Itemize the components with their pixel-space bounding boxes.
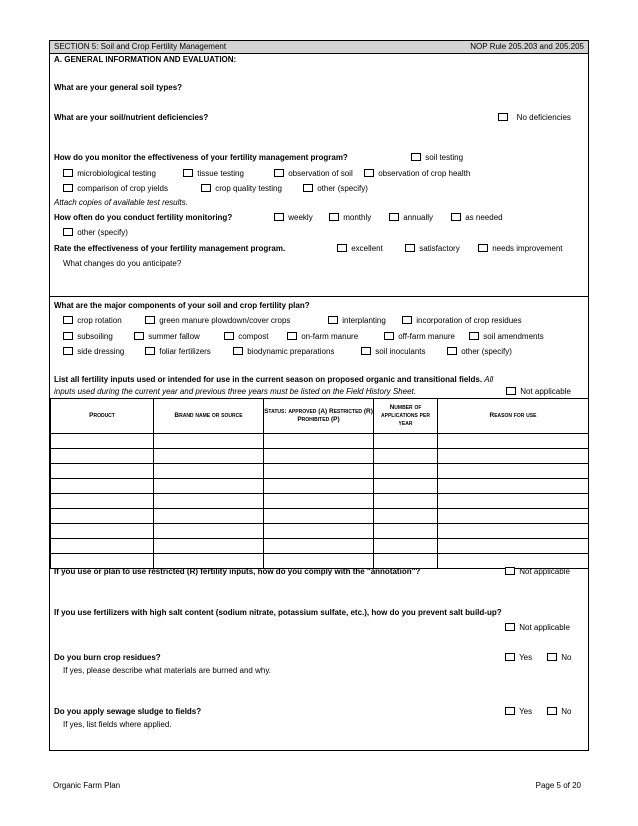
checkbox[interactable] <box>63 169 73 177</box>
checkbox[interactable] <box>384 332 394 340</box>
footer-page-number: Page 5 of 20 <box>535 781 581 790</box>
rate-option-satisfactory[interactable]: satisfactory <box>405 244 460 254</box>
table-cell[interactable] <box>154 539 264 554</box>
checkbox[interactable] <box>63 347 73 355</box>
checkbox[interactable] <box>337 244 347 252</box>
question-sludge: Do you apply sewage sludge to fields? <box>54 707 202 716</box>
table-cell[interactable] <box>154 494 264 509</box>
table-cell[interactable] <box>51 539 154 554</box>
table-cell[interactable] <box>374 434 438 449</box>
question-salt: If you use fertilizers with high salt content (sodium nitrate, potassium sulfate, etc.), how do you prevent salt build-up? <box>54 608 502 617</box>
frequency-option-annually[interactable]: annually <box>389 213 433 223</box>
checkbox[interactable] <box>505 653 515 661</box>
table-row <box>51 494 589 509</box>
table-cell[interactable] <box>374 539 438 554</box>
component-compost[interactable]: compost <box>224 332 268 342</box>
table-row <box>51 449 589 464</box>
monitor-option-crop-quality[interactable]: crop quality testing <box>201 184 282 194</box>
table-cell[interactable] <box>374 464 438 479</box>
question-burn: Do you burn crop residues? <box>54 653 161 662</box>
table-cell[interactable] <box>264 434 374 449</box>
monitor-option-tissue[interactable]: tissue testing <box>183 169 244 179</box>
monitor-option-microbiological[interactable]: microbiological testing <box>63 169 156 179</box>
table-cell[interactable] <box>51 479 154 494</box>
fertility-form <box>49 40 589 751</box>
question-deficiencies: What are your soil/nutrient deficiencies? <box>54 113 209 122</box>
table-row <box>51 539 589 554</box>
component-other[interactable]: other (specify) <box>447 347 512 357</box>
table-cell[interactable] <box>374 479 438 494</box>
table-cell[interactable] <box>264 449 374 464</box>
component-on-farm-manure[interactable]: on-farm manure <box>287 332 358 342</box>
component-subsoiling[interactable]: subsoiling <box>63 332 113 342</box>
checkbox[interactable] <box>145 316 155 324</box>
checkbox[interactable] <box>447 347 457 355</box>
table-row <box>51 509 589 524</box>
component-side-dressing[interactable]: side dressing <box>63 347 124 357</box>
attach-note: Attach copies of available test results. <box>54 198 188 207</box>
col-status: Status: approved (A) Restricted (R) Prohibited (P) <box>264 399 374 434</box>
table-cell[interactable] <box>264 494 374 509</box>
table-cell[interactable] <box>264 479 374 494</box>
burn-no[interactable]: No <box>547 653 571 663</box>
table-cell[interactable] <box>51 524 154 539</box>
col-product: Product <box>51 399 154 434</box>
checkbox[interactable] <box>224 332 234 340</box>
checkbox[interactable] <box>402 316 412 324</box>
question-changes: What changes do you anticipate? <box>63 259 182 268</box>
question-soil-types: What are your general soil types? <box>54 83 183 92</box>
table-cell[interactable] <box>264 524 374 539</box>
table-cell[interactable] <box>154 509 264 524</box>
table-cell[interactable] <box>374 494 438 509</box>
frequency-option-as-needed[interactable]: as needed <box>451 213 503 223</box>
question-components: What are the major components of your soil and crop fertility plan? <box>54 301 310 310</box>
component-soil-amendments[interactable]: soil amendments <box>469 332 544 342</box>
checkbox[interactable] <box>361 347 371 355</box>
checkbox[interactable] <box>63 228 73 236</box>
checkbox[interactable] <box>201 184 211 192</box>
table-cell[interactable] <box>154 479 264 494</box>
rate-option-excellent[interactable]: excellent <box>337 244 383 254</box>
checkbox[interactable] <box>303 184 313 192</box>
checkbox[interactable] <box>63 316 73 324</box>
table-cell[interactable] <box>51 509 154 524</box>
component-off-farm-manure[interactable]: off-farm manure <box>384 332 455 342</box>
table-cell[interactable] <box>264 509 374 524</box>
table-row <box>51 479 589 494</box>
checkbox[interactable] <box>274 169 284 177</box>
question-burn-sub: If yes, please describe what materials are burned and why. <box>63 666 271 675</box>
component-biodynamic[interactable]: biodynamic preparations <box>233 347 334 357</box>
question-monitor: How do you monitor the effectiveness of your fertility management program? <box>54 153 348 162</box>
checkbox[interactable] <box>505 567 515 575</box>
inputs-instruction-2: inputs used during the current year and previous three years must be listed on the Field History Sheet. <box>54 387 416 396</box>
table-header-row <box>51 399 589 434</box>
checkbox[interactable] <box>63 332 73 340</box>
checkbox[interactable] <box>547 707 557 715</box>
table-cell[interactable] <box>374 509 438 524</box>
table-row <box>51 464 589 479</box>
checkbox[interactable] <box>328 316 338 324</box>
checkbox[interactable] <box>274 213 284 221</box>
component-green-manure[interactable]: green manure plowdown/cover crops <box>145 316 290 326</box>
question-sludge-sub: If yes, list fields where applied. <box>63 720 172 729</box>
fertility-inputs-table <box>50 398 589 569</box>
rule-reference: NOP Rule 205.203 and 205.205 <box>470 42 584 51</box>
table-cell[interactable] <box>438 509 589 524</box>
component-soil-inoculants[interactable]: soil inoculants <box>361 347 425 357</box>
checkbox[interactable] <box>506 387 516 395</box>
checkbox[interactable] <box>389 213 399 221</box>
table-cell[interactable] <box>438 434 589 449</box>
table-cell[interactable] <box>154 524 264 539</box>
inputs-instruction: List all fertility inputs used or intended for use in the current season on proposed organic and transitional fields. All <box>54 375 494 384</box>
burn-yes[interactable]: Yes <box>505 653 532 663</box>
checkbox[interactable] <box>411 153 421 161</box>
salt-not-applicable[interactable]: Not applicable <box>505 623 570 633</box>
table-cell[interactable] <box>51 464 154 479</box>
table-cell[interactable] <box>438 494 589 509</box>
table-row <box>51 434 589 449</box>
checkbox[interactable] <box>233 347 243 355</box>
table-cell[interactable] <box>51 449 154 464</box>
rate-option-needs-improvement[interactable]: needs improvement <box>478 244 563 254</box>
checkbox[interactable] <box>145 347 155 355</box>
divider <box>50 296 588 297</box>
component-crop-rotation[interactable]: crop rotation <box>63 316 122 326</box>
monitor-option-other[interactable]: other (specify) <box>303 184 368 194</box>
footer-left: Organic Farm Plan <box>53 781 121 790</box>
component-interplanting[interactable]: interplanting <box>328 316 386 326</box>
table-row <box>51 524 589 539</box>
component-incorporation-residues[interactable]: incorporation of crop residues <box>402 316 522 326</box>
col-brand: Brand name or source <box>154 399 264 434</box>
checkbox[interactable] <box>469 332 479 340</box>
sludge-no[interactable]: No <box>547 707 571 717</box>
checkbox[interactable] <box>134 332 144 340</box>
question-rate: Rate the effectiveness of your fertility management program. <box>54 244 286 253</box>
component-summer-fallow[interactable]: summer fallow <box>134 332 200 342</box>
inputs-not-applicable[interactable]: Not applicable <box>506 387 571 397</box>
checkbox[interactable] <box>183 169 193 177</box>
monitor-option-soil-testing[interactable]: soil testing <box>411 153 463 163</box>
checkbox[interactable] <box>547 653 557 661</box>
component-foliar-fertilizers[interactable]: foliar fertilizers <box>145 347 211 357</box>
question-restricted: If you use or plan to use restricted (R) fertility inputs, how do you comply with the "annotation"? <box>54 567 421 576</box>
checkbox[interactable] <box>478 244 488 252</box>
table-cell[interactable] <box>51 494 154 509</box>
checkbox[interactable] <box>505 623 515 631</box>
checkbox[interactable] <box>364 169 374 177</box>
table-cell[interactable] <box>374 449 438 464</box>
monitor-option-observation-soil[interactable]: observation of soil <box>274 169 353 179</box>
checkbox[interactable] <box>63 184 73 192</box>
table-cell[interactable] <box>438 539 589 554</box>
frequency-option-weekly[interactable]: weekly <box>274 213 313 223</box>
col-applications: Number of applications per year <box>374 399 438 434</box>
monitor-option-observation-crop[interactable]: observation of crop health <box>364 169 470 179</box>
no-deficiencies-option[interactable]: No deficiencies <box>498 113 571 123</box>
checkbox[interactable] <box>329 213 339 221</box>
table-cell[interactable] <box>154 434 264 449</box>
section-a-title: A. GENERAL INFORMATION AND EVALUATION: <box>54 55 237 64</box>
checkbox[interactable] <box>287 332 297 340</box>
question-how-often: How often do you conduct fertility monitoring? <box>54 213 233 222</box>
section-title: SECTION 5: Soil and Crop Fertility Management <box>54 42 227 51</box>
checkbox[interactable] <box>498 113 508 121</box>
table-cell[interactable] <box>374 524 438 539</box>
table-cell[interactable] <box>438 464 589 479</box>
table-cell[interactable] <box>438 524 589 539</box>
table-cell[interactable] <box>438 449 589 464</box>
sludge-yes[interactable]: Yes <box>505 707 532 717</box>
table-cell[interactable] <box>154 464 264 479</box>
frequency-option-other[interactable]: other (specify) <box>63 228 128 238</box>
table-cell[interactable] <box>264 539 374 554</box>
frequency-option-monthly[interactable]: monthly <box>329 213 371 223</box>
section-header <box>50 41 588 54</box>
table-cell[interactable] <box>264 464 374 479</box>
checkbox[interactable] <box>405 244 415 252</box>
restricted-not-applicable[interactable]: Not applicable <box>505 567 570 577</box>
checkbox[interactable] <box>505 707 515 715</box>
table-cell[interactable] <box>438 479 589 494</box>
checkbox[interactable] <box>451 213 461 221</box>
monitor-option-comparison-yields[interactable]: comparison of crop yields <box>63 184 168 194</box>
table-cell[interactable] <box>51 434 154 449</box>
table-cell[interactable] <box>154 449 264 464</box>
col-reason: Reason for use <box>438 399 589 434</box>
